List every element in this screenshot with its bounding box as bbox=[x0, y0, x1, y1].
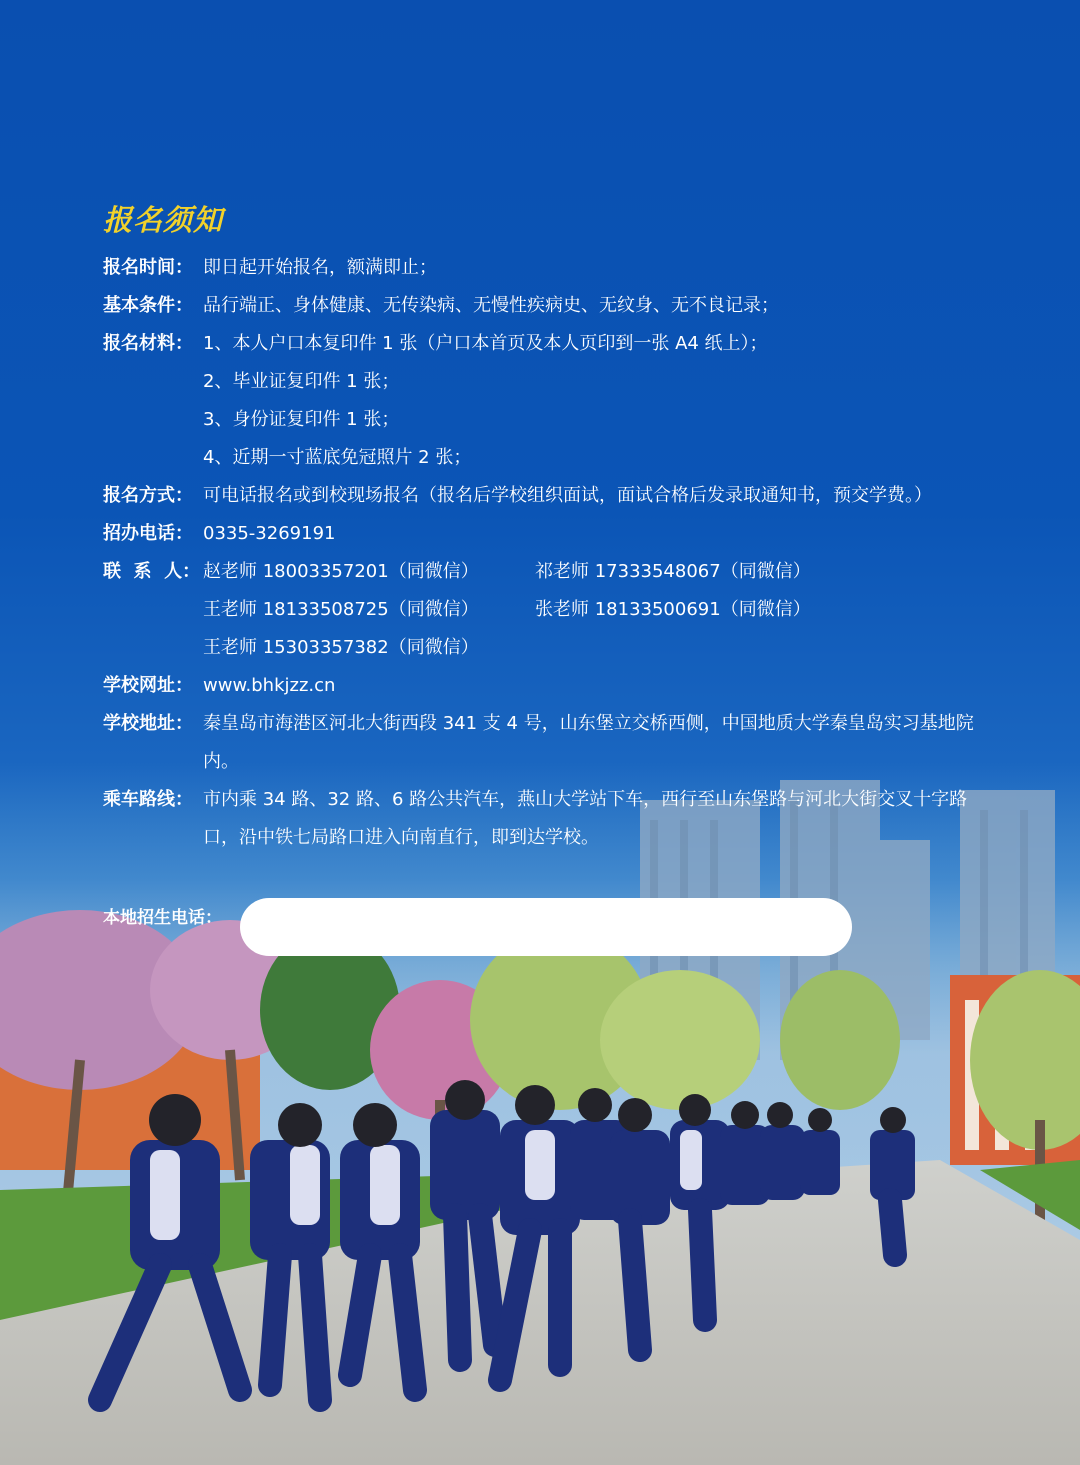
info-row-contacts bbox=[103, 553, 1003, 667]
info-row-requirements bbox=[103, 287, 1003, 325]
info-row-office-phone bbox=[103, 515, 1003, 553]
info-value: 秦皇岛市海港区河北大街西段 341 支 4 号，山东堡立交桥西侧，中国地质大学秦皇岛实习基地院内。 bbox=[203, 713, 974, 772]
info-value: 3、身份证复印件 1 张； bbox=[203, 409, 400, 430]
info-label: 乘车路线： bbox=[103, 789, 193, 810]
info-row-method bbox=[103, 477, 1003, 515]
info-row-materials bbox=[103, 325, 1003, 477]
info-value: 1、本人户口本复印件 1 张（户口本首页及本人页印到一张 A4 纸上）； bbox=[203, 333, 768, 354]
info-row-website bbox=[103, 667, 1003, 705]
website-link[interactable]: www.bhkjzz.cn bbox=[203, 675, 336, 696]
info-value: 即日起开始报名，额满即止； bbox=[203, 257, 437, 278]
info-label: 联 系 人： bbox=[103, 561, 201, 582]
info-row-registration-time bbox=[103, 249, 1003, 287]
contact-item: 王老师 18133508725（同微信） bbox=[203, 599, 479, 620]
info-value: 0335-3269191 bbox=[203, 523, 336, 544]
info-label: 报名时间： bbox=[103, 257, 193, 278]
campus-photo bbox=[0, 760, 1080, 1465]
info-row-address bbox=[103, 705, 1003, 781]
info-value: 2、毕业证复印件 1 张； bbox=[203, 371, 400, 392]
page-title: 报名须知 bbox=[103, 203, 224, 237]
contact-item: 赵老师 18003357201（同微信） bbox=[203, 561, 479, 582]
info-value: 可电话报名或到校现场报名（报名后学校组织面试，面试合格后发录取通知书，预交学费。） bbox=[203, 485, 932, 506]
info-label: 学校地址： bbox=[103, 713, 193, 734]
info-value: 4、近期一寸蓝底免冠照片 2 张； bbox=[203, 447, 472, 468]
info-label: 招办电话： bbox=[103, 523, 193, 544]
local-phone-label: 本地招生电话： bbox=[103, 908, 222, 928]
info-list bbox=[103, 249, 1003, 857]
contact-item: 祁老师 17333548067（同微信） bbox=[535, 561, 811, 582]
info-row-bus-route bbox=[103, 781, 1003, 857]
info-label: 报名材料： bbox=[103, 333, 193, 354]
info-value: 品行端正、身体健康、无传染病、无慢性疾病史、无纹身、无不良记录； bbox=[203, 295, 779, 316]
info-label: 学校网址： bbox=[103, 675, 193, 696]
info-label: 基本条件： bbox=[103, 295, 193, 316]
contact-item: 张老师 18133500691（同微信） bbox=[535, 599, 811, 620]
info-label: 报名方式： bbox=[103, 485, 193, 506]
info-value: 市内乘 34 路、32 路、6 路公共汽车，燕山大学站下车，西行至山东堡路与河北大街交叉十字路口，沿中铁七局路口进入向南直行，即到达学校。 bbox=[203, 789, 968, 848]
local-phone-box[interactable] bbox=[240, 898, 852, 956]
contact-item: 王老师 15303357382（同微信） bbox=[203, 637, 479, 658]
